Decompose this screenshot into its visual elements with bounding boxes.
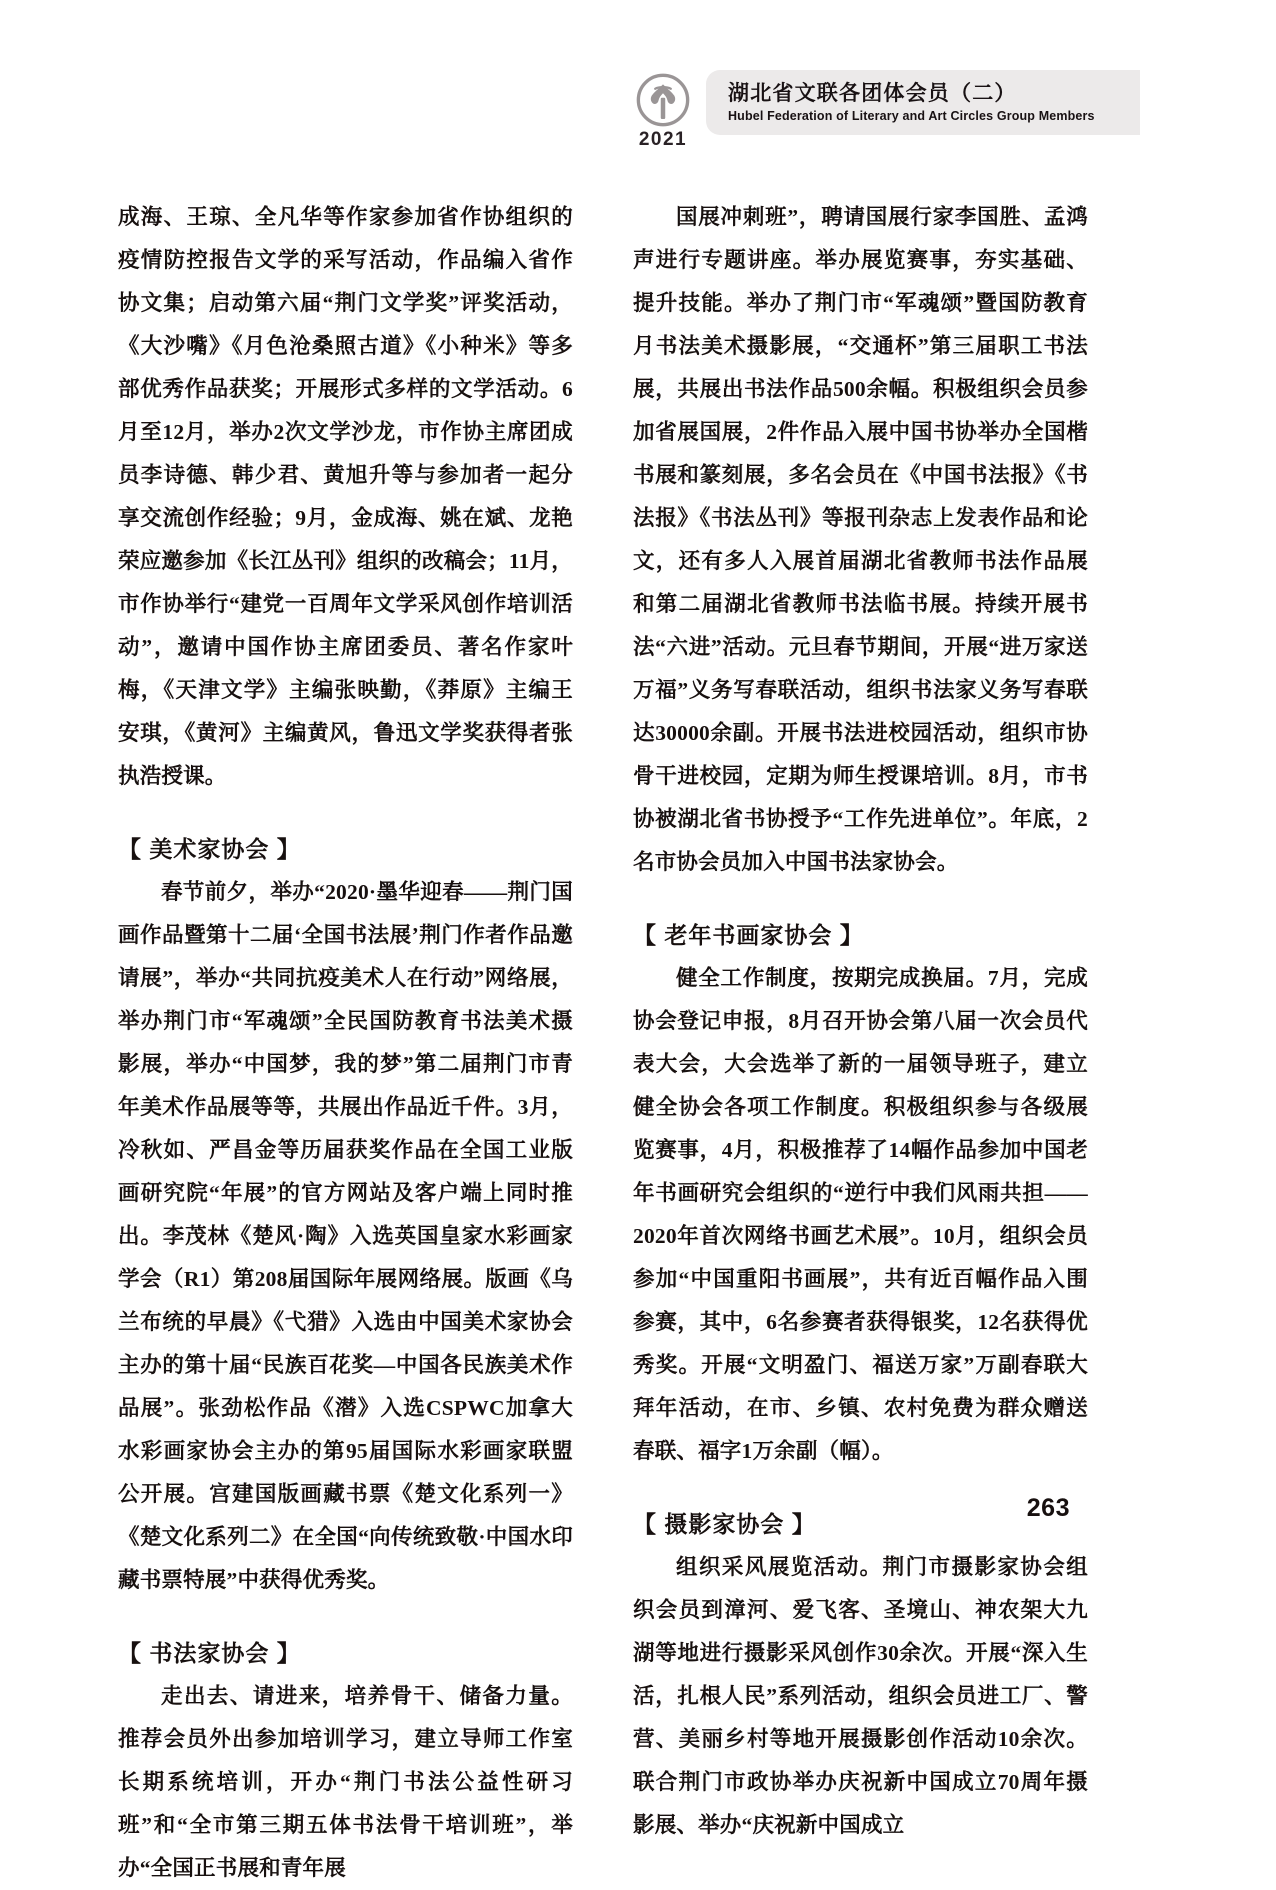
paragraph-fine-arts-association: 春节前夕，举办“2020·墨华迎春——荆门国画作品暨第十二届‘全国书法展’荆门作者作品邀请展”，举办“共同抗疫美术人在行动”网络展，举办荆门市“军魂颂”全民国防教育书法美术摄影展，举办“中国梦，我的梦”第二届荆门市青年美术作品展等等，共展出作品近千件。3月，冷秋如、严昌金等历届获奖作品在全国工业版画研究院“年展”的官方网站及客户端上同时推出。李茂林《楚风·陶》入选英国皇家水彩画家学会（R1）第208届国际年展网络展。版画《乌兰布统的早晨》《弋猎》入选由中国美术家协会主办的第十届“民族百花奖—中国各民族美术作品展”。张劲松作品《潜》入选CSPWC加拿大水彩画家协会主办的第95届国际水彩画家联盟公开展。宫建国版画藏书票《楚文化系列一》《楚文化系列二》在全国“向传统致敬·中国水印藏书票特展”中获得优秀奖。 bbox=[118, 880, 573, 1592]
paragraph-calligraphy-continued: 国展冲刺班”，聘请国展行家李国胜、孟鸿声进行专题讲座。举办展览赛事，夯实基础、提升技能。举办了荆门市“军魂颂”暨国防教育月书法美术摄影展，“交通杯”第三届职工书法展，共展出书法作品500余幅。积极组织会员参加省展国展，2件作品入展中国书协举办全国楷书展和篆刻展，多名会员在《中国书法报》《书法报》《书法丛刊》等报刊杂志上发表作品和论文，还有多人入展首届湖北省教师书法作品展和第二届湖北省教师书法临书展。持续开展书法“六进”活动。元旦春节期间，开展“进万家送万福”义务写春联活动，组织书法家义务写春联达30000余副。开展书法进校园活动，组织市协骨干进校园，定期为师生授课培训。8月，市书协被湖北省书协授予“工作先进单位”。年底，2名市协会员加入中国书法家协会。 bbox=[633, 205, 1088, 874]
section-heading-fine-arts-association: 【 美术家协会 】 bbox=[118, 836, 301, 862]
header-title-cn: 湖北省文联各团体会员（二） bbox=[728, 81, 1017, 105]
page-number: 263 bbox=[1026, 1494, 1070, 1522]
paragraph-senior-painters-association: 健全工作制度，按期完成换届。7月，完成协会登记申报，8月召开协会第八届一次会员代表大会，大会选举了新的一届领导班子，建立健全协会各项工作制度。积极组织参与各级展览赛事，4月，积极推荐了14幅作品参加中国老年书画研究会组织的“逆行中我们风雨共担——2020年首次网络书画艺术展”。10月，组织会员参加“中国重阳书画展”，共有近百幅作品入围参赛，其中，6名参赛者获得银奖，12名获得优秀奖。开展“文明盈门、福送万家”万副春联大拜年活动，在市、乡镇、农村免费为群众赠送春联、福字1万余副（幅）。 bbox=[633, 966, 1088, 1463]
section-heading-senior-painters-association: 【 老年书画家协会 】 bbox=[633, 922, 864, 948]
page-header bbox=[620, 70, 1140, 150]
paragraph-writers-continued: 成海、王琼、全凡华等作家参加省作协组织的疫情防控报告文学的采写活动，作品编入省作协文集；启动第六届“荆门文学奖”评奖活动，《大沙嘴》《月色沧桑照古道》《小种米》等多部优秀作品获奖；开展形式多样的文学活动。6月至12月，举办2次文学沙龙，市作协主席团成员李诗德、韩少君、黄旭升等与参加者一起分享交流创作经验；9月，金成海、姚在斌、龙艳荣应邀参加《长江丛刊》组织的改稿会；11月，市作协举行“建党一百周年文学采风创作培训活动”，邀请中国作协主席团委员、著名作家叶梅，《天津文学》主编张映勤，《莽原》主编王安琪，《黄河》主编黄风，鲁迅文学奖获得者张执浩授课。 bbox=[118, 205, 573, 788]
paragraph-photographers-association: 组织采风展览活动。荆门市摄影家协会组织会员到漳河、爱飞客、圣境山、神农架大九湖等地进行摄影采风创作30余次。开展“深入生活，扎根人民”系列活动，组织会员进工厂、警营、美丽乡村等地开展摄影创作活动10余次。联合荆门市政协举办庆祝新中国成立70周年摄影展、举办“庆祝新中国成立 bbox=[633, 1555, 1088, 1837]
header-title-en: Hubel Federation of Literary and Art Circles Group Members bbox=[728, 109, 1095, 124]
left-column bbox=[118, 196, 573, 1880]
section-heading-calligraphy-association: 【 书法家协会 】 bbox=[118, 1640, 301, 1666]
header-title-plate bbox=[706, 70, 1140, 135]
header-logo-block bbox=[620, 70, 706, 151]
header-year: 2021 bbox=[638, 129, 688, 150]
section-heading-photographers-association: 【 摄影家协会 】 bbox=[633, 1511, 816, 1537]
hubei-federation-emblem-icon bbox=[635, 72, 691, 128]
paragraph-calligraphy-association: 走出去、请进来，培养骨干、储备力量。推荐会员外出参加培训学习，建立导师工作室长期系统培训，开办“荆门书法公益性研习班”和“全市第三期五体书法骨干培训班”，举办“全国正书展和青年展 bbox=[118, 1684, 573, 1880]
